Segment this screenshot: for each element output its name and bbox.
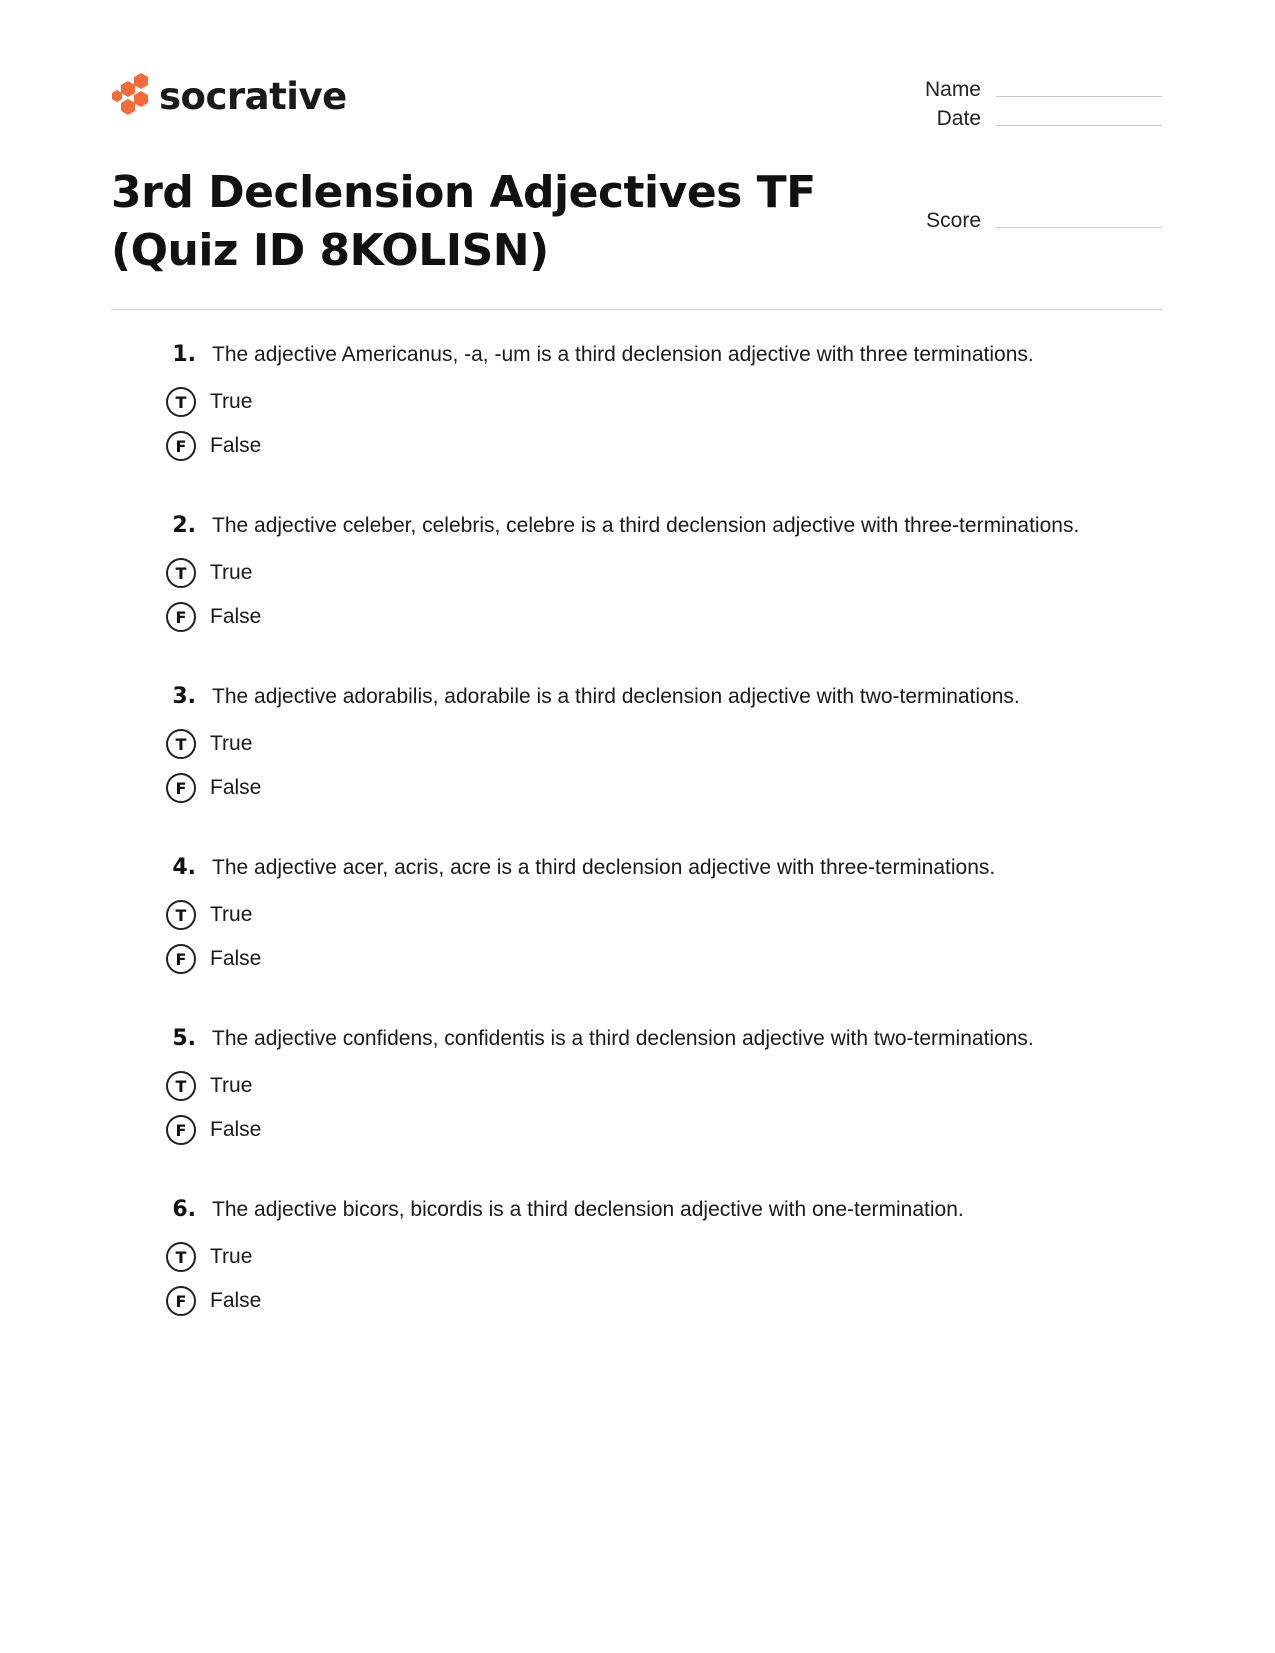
question-text: The adjective bicors, bicordis is a third declension adjective with one-termination. — [212, 1198, 964, 1221]
option-label: False — [210, 947, 262, 970]
question-number: 6. — [172, 1197, 196, 1222]
answer-bubble-t[interactable]: T — [166, 1242, 196, 1272]
question-number: 5. — [172, 1026, 196, 1051]
question-text: The adjective Americanus, -a, -um is a third declension adjective with three terminations. — [212, 343, 1034, 366]
option-label: False — [210, 434, 262, 457]
score-field — [841, 209, 1162, 233]
question-text: The adjective celeber, celebris, celebre is a third declension adjective with three-terminations. — [212, 514, 1080, 537]
answer-bubble-f[interactable]: F — [166, 1286, 196, 1316]
option-true[interactable] — [166, 893, 1166, 937]
option-true[interactable] — [166, 380, 1166, 424]
option-label: False — [210, 1118, 262, 1141]
question-6 — [166, 1197, 1166, 1368]
option-false[interactable] — [166, 1108, 1166, 1152]
question-5 — [166, 1026, 1166, 1197]
option-true[interactable] — [166, 722, 1166, 766]
question-number: 2. — [172, 513, 196, 538]
header-divider — [111, 309, 1162, 310]
option-true[interactable] — [166, 551, 1166, 595]
option-false[interactable] — [166, 1279, 1166, 1323]
answer-bubble-t[interactable]: T — [166, 1071, 196, 1101]
date-blank-line — [996, 125, 1162, 126]
question-number: 3. — [172, 684, 196, 709]
answer-bubble-f[interactable]: F — [166, 431, 196, 461]
option-true[interactable] — [166, 1064, 1166, 1108]
answer-bubble-f[interactable]: F — [166, 602, 196, 632]
score-blank-line — [996, 227, 1162, 228]
option-false[interactable] — [166, 595, 1166, 639]
answer-bubble-f[interactable]: F — [166, 944, 196, 974]
option-label: False — [210, 776, 262, 799]
question-4 — [166, 855, 1166, 1026]
option-label: True — [210, 1074, 253, 1097]
brand-name: socrative — [159, 75, 347, 118]
date-label: Date — [936, 107, 981, 130]
option-label: True — [210, 1245, 253, 1268]
option-label: True — [210, 732, 253, 755]
option-label: True — [210, 561, 253, 584]
option-label: False — [210, 605, 262, 628]
answer-bubble-t[interactable]: T — [166, 387, 196, 417]
quiz-title — [111, 164, 831, 280]
question-1 — [166, 342, 1166, 513]
name-blank-line — [996, 96, 1162, 97]
answer-bubble-t[interactable]: T — [166, 900, 196, 930]
score-label: Score — [926, 209, 981, 232]
answer-bubble-t[interactable]: T — [166, 729, 196, 759]
question-number: 4. — [172, 855, 196, 880]
option-label: True — [210, 390, 253, 413]
question-2 — [166, 513, 1166, 684]
option-label: False — [210, 1289, 262, 1312]
answer-bubble-t[interactable]: T — [166, 558, 196, 588]
option-false[interactable] — [166, 766, 1166, 810]
answer-bubble-f[interactable]: F — [166, 1115, 196, 1145]
question-list — [166, 342, 1166, 1368]
socrative-logo — [111, 72, 347, 122]
question-number: 1. — [172, 342, 196, 367]
quiz-title-line-2: (Quiz ID 8KOLISN) — [111, 225, 549, 276]
answer-bubble-f[interactable]: F — [166, 773, 196, 803]
question-text: The adjective adorabilis, adorabile is a third declension adjective with two-terminations. — [212, 685, 1020, 708]
date-field — [841, 107, 1162, 131]
question-3 — [166, 684, 1166, 855]
question-text: The adjective confidens, confidentis is a third declension adjective with two-terminations. — [212, 1027, 1034, 1050]
socrative-hexagon-icon — [111, 72, 151, 122]
option-label: True — [210, 903, 253, 926]
quiz-title-line-1: 3rd Declension Adjectives TF — [111, 167, 816, 218]
name-label: Name — [924, 78, 981, 101]
question-text: The adjective acer, acris, acre is a third declension adjective with three-terminations. — [212, 856, 996, 879]
option-false[interactable] — [166, 937, 1166, 981]
option-true[interactable] — [166, 1235, 1166, 1279]
name-field — [841, 78, 1162, 102]
option-false[interactable] — [166, 424, 1166, 468]
